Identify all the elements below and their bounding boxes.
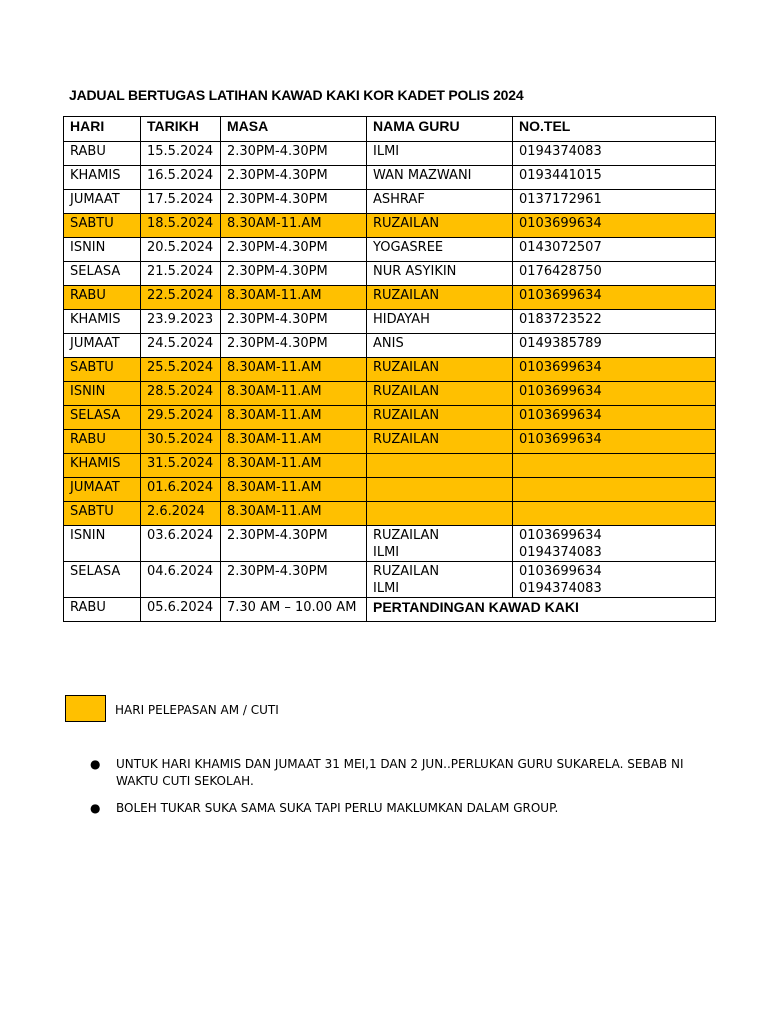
- header-nama-guru: NAMA GURU: [367, 117, 513, 142]
- teacher-name: NUR ASYIKIN: [373, 264, 457, 279]
- cell-masa: 8.30AM-11.AM: [221, 430, 367, 454]
- cell-masa: 2.30PM-4.30PM: [221, 262, 367, 286]
- cell-nama-guru: [367, 166, 513, 190]
- phone-number: 0103699634: [519, 564, 602, 579]
- cell-hari: ISNIN: [64, 382, 141, 406]
- cell-tarikh: 22.5.2024: [141, 286, 221, 310]
- cell-hari: ISNIN: [64, 526, 141, 562]
- cell-hari: KHAMIS: [64, 166, 141, 190]
- cell-tarikh: 24.5.2024: [141, 334, 221, 358]
- teacher-name: RUZAILAN: [373, 384, 440, 399]
- table-row: [64, 502, 716, 526]
- cell-masa: 2.30PM-4.30PM: [221, 190, 367, 214]
- table-row: [64, 334, 716, 358]
- cell-nama-guru: [367, 238, 513, 262]
- cell-nama-guru: [367, 454, 513, 478]
- cell-tarikh: 16.5.2024: [141, 166, 221, 190]
- cell-masa: 2.30PM-4.30PM: [221, 334, 367, 358]
- cell-tarikh: 03.6.2024: [141, 526, 221, 562]
- cell-nama-guru: [367, 382, 513, 406]
- phone-number: 0103699634: [519, 408, 602, 423]
- cell-no-tel: [513, 262, 716, 286]
- cell-nama-guru: [367, 502, 513, 526]
- table-row: [64, 286, 716, 310]
- bullet-icon: ●: [90, 801, 101, 815]
- cell-masa: 2.30PM-4.30PM: [221, 562, 367, 598]
- cell-masa: 2.30PM-4.30PM: [221, 526, 367, 562]
- phone-number: 0103699634: [519, 360, 602, 375]
- cell-hari: SELASA: [64, 262, 141, 286]
- cell-no-tel: [513, 190, 716, 214]
- cell-masa: 2.30PM-4.30PM: [221, 142, 367, 166]
- cell-hari: RABU: [64, 430, 141, 454]
- cell-no-tel: [513, 382, 716, 406]
- cell-no-tel: [513, 214, 716, 238]
- cell-nama-guru: [367, 358, 513, 382]
- cell-hari: SELASA: [64, 562, 141, 598]
- cell-tarikh: 18.5.2024: [141, 214, 221, 238]
- note-text: BOLEH TUKAR SUKA SAMA SUKA TAPI PERLU MAKLUMKAN DALAM GROUP.: [116, 801, 559, 815]
- header-no-tel: NO.TEL: [513, 117, 716, 142]
- cell-tarikh: 29.5.2024: [141, 406, 221, 430]
- cell-tarikh: 05.6.2024: [141, 598, 221, 622]
- phone-number: 0103699634: [519, 288, 602, 303]
- cell-hari: RABU: [64, 286, 141, 310]
- cell-nama-guru: [367, 562, 513, 598]
- table-header-row: [64, 117, 716, 142]
- teacher-name: HIDAYAH: [373, 312, 430, 327]
- teacher-name: RUZAILAN: [373, 408, 440, 423]
- phone-number: 0103699634: [519, 216, 602, 231]
- cell-tarikh: 20.5.2024: [141, 238, 221, 262]
- teacher-name: RUZAILAN: [373, 216, 440, 231]
- legend-swatch: [65, 695, 106, 722]
- document-title: JADUAL BERTUGAS LATIHAN KAWAD KAKI KOR KADET POLIS 2024: [69, 87, 524, 103]
- cell-masa: 8.30AM-11.AM: [221, 286, 367, 310]
- cell-hari: SABTU: [64, 214, 141, 238]
- table-row: [64, 562, 716, 598]
- cell-tarikh: 2.6.2024: [141, 502, 221, 526]
- cell-tarikh: 15.5.2024: [141, 142, 221, 166]
- duty-roster-table: [63, 116, 716, 622]
- cell-masa: 8.30AM-11.AM: [221, 358, 367, 382]
- cell-hari: SELASA: [64, 406, 141, 430]
- table-row: [64, 526, 716, 562]
- teacher-name: RUZAILAN: [373, 432, 440, 447]
- cell-masa: 8.30AM-11.AM: [221, 382, 367, 406]
- teacher-name: RUZAILAN: [373, 288, 440, 303]
- cell-nama-guru: [367, 526, 513, 562]
- cell-tarikh: 01.6.2024: [141, 478, 221, 502]
- cell-nama-guru: [367, 286, 513, 310]
- cell-tarikh: 17.5.2024: [141, 190, 221, 214]
- cell-no-tel: [513, 502, 716, 526]
- cell-nama-guru: [367, 142, 513, 166]
- cell-masa: 8.30AM-11.AM: [221, 214, 367, 238]
- teacher-name: ILMI: [373, 545, 400, 560]
- cell-hari: JUMAAT: [64, 334, 141, 358]
- cell-nama-guru: [367, 214, 513, 238]
- cell-hari: RABU: [64, 142, 141, 166]
- table-row: [64, 358, 716, 382]
- teacher-name: WAN MAZWANI: [373, 168, 472, 183]
- cell-masa: 8.30AM-11.AM: [221, 478, 367, 502]
- phone-number: 0183723522: [519, 312, 602, 327]
- cell-no-tel: [513, 238, 716, 262]
- cell-nama-guru: [367, 406, 513, 430]
- teacher-name: ASHRAF: [373, 192, 425, 207]
- cell-tarikh: 25.5.2024: [141, 358, 221, 382]
- phone-number: 0193441015: [519, 168, 602, 183]
- bullet-icon: ●: [90, 757, 101, 771]
- cell-no-tel: [513, 334, 716, 358]
- cell-masa: 8.30AM-11.AM: [221, 406, 367, 430]
- teacher-name: RUZAILAN: [373, 564, 440, 579]
- phone-number: 0194374083: [519, 545, 602, 560]
- cell-tarikh: 31.5.2024: [141, 454, 221, 478]
- cell-no-tel: [513, 526, 716, 562]
- phone-number: 0149385789: [519, 336, 602, 351]
- table-row: [64, 238, 716, 262]
- table-row: [64, 454, 716, 478]
- cell-no-tel: [513, 286, 716, 310]
- cell-event: PERTANDINGAN KAWAD KAKI: [367, 598, 716, 622]
- cell-masa: 2.30PM-4.30PM: [221, 310, 367, 334]
- cell-no-tel: [513, 430, 716, 454]
- cell-no-tel: [513, 166, 716, 190]
- cell-hari: JUMAAT: [64, 478, 141, 502]
- cell-hari: SABTU: [64, 502, 141, 526]
- table-row: [64, 142, 716, 166]
- cell-nama-guru: [367, 334, 513, 358]
- table-row: [64, 214, 716, 238]
- teacher-name: ILMI: [373, 144, 400, 159]
- cell-tarikh: 28.5.2024: [141, 382, 221, 406]
- table-row: [64, 190, 716, 214]
- teacher-name: YOGASREE: [373, 240, 444, 255]
- table-row: [64, 478, 716, 502]
- cell-hari: KHAMIS: [64, 454, 141, 478]
- cell-no-tel: [513, 358, 716, 382]
- table-row: [64, 406, 716, 430]
- phone-number: 0103699634: [519, 384, 602, 399]
- phone-number: 0194374083: [519, 581, 602, 596]
- table-row: [64, 166, 716, 190]
- note-item: [90, 800, 690, 817]
- phone-number: 0103699634: [519, 528, 602, 543]
- table-row: [64, 310, 716, 334]
- cell-hari: SABTU: [64, 358, 141, 382]
- cell-hari: ISNIN: [64, 238, 141, 262]
- teacher-name: RUZAILAN: [373, 360, 440, 375]
- phone-number: 0143072507: [519, 240, 602, 255]
- cell-tarikh: 21.5.2024: [141, 262, 221, 286]
- cell-hari: JUMAAT: [64, 190, 141, 214]
- cell-no-tel: [513, 142, 716, 166]
- phone-number: 0194374083: [519, 144, 602, 159]
- table-row: [64, 382, 716, 406]
- cell-tarikh: 04.6.2024: [141, 562, 221, 598]
- note-text: UNTUK HARI KHAMIS DAN JUMAAT 31 MEI,1 DAN 2 JUN..PERLUKAN GURU SUKARELA. SEBAB NI WAKTU CUTI SEKOLAH.: [116, 757, 684, 788]
- legend-label: HARI PELEPASAN AM / CUTI: [115, 703, 279, 717]
- table-row: [64, 430, 716, 454]
- cell-no-tel: [513, 454, 716, 478]
- cell-tarikh: 23.9.2023: [141, 310, 221, 334]
- cell-no-tel: [513, 310, 716, 334]
- cell-nama-guru: [367, 262, 513, 286]
- cell-masa: 7.30 AM – 10.00 AM: [221, 598, 367, 622]
- phone-number: 0137172961: [519, 192, 602, 207]
- cell-masa: 8.30AM-11.AM: [221, 502, 367, 526]
- cell-masa: 2.30PM-4.30PM: [221, 166, 367, 190]
- cell-no-tel: [513, 406, 716, 430]
- cell-nama-guru: [367, 190, 513, 214]
- teacher-name: ANIS: [373, 336, 404, 351]
- table-row: [64, 262, 716, 286]
- cell-no-tel: [513, 478, 716, 502]
- cell-hari: RABU: [64, 598, 141, 622]
- teacher-name: RUZAILAN: [373, 528, 440, 543]
- teacher-name: ILMI: [373, 581, 400, 596]
- cell-masa: 2.30PM-4.30PM: [221, 238, 367, 262]
- cell-nama-guru: [367, 478, 513, 502]
- header-masa: MASA: [221, 117, 367, 142]
- cell-tarikh: 30.5.2024: [141, 430, 221, 454]
- note-item: [90, 756, 690, 790]
- cell-no-tel: [513, 562, 716, 598]
- cell-hari: KHAMIS: [64, 310, 141, 334]
- phone-number: 0103699634: [519, 432, 602, 447]
- table-row: [64, 598, 716, 622]
- cell-masa: 8.30AM-11.AM: [221, 454, 367, 478]
- phone-number: 0176428750: [519, 264, 602, 279]
- cell-nama-guru: [367, 310, 513, 334]
- header-tarikh: TARIKH: [141, 117, 221, 142]
- header-hari: HARI: [64, 117, 141, 142]
- cell-nama-guru: [367, 430, 513, 454]
- notes-list: [90, 756, 690, 827]
